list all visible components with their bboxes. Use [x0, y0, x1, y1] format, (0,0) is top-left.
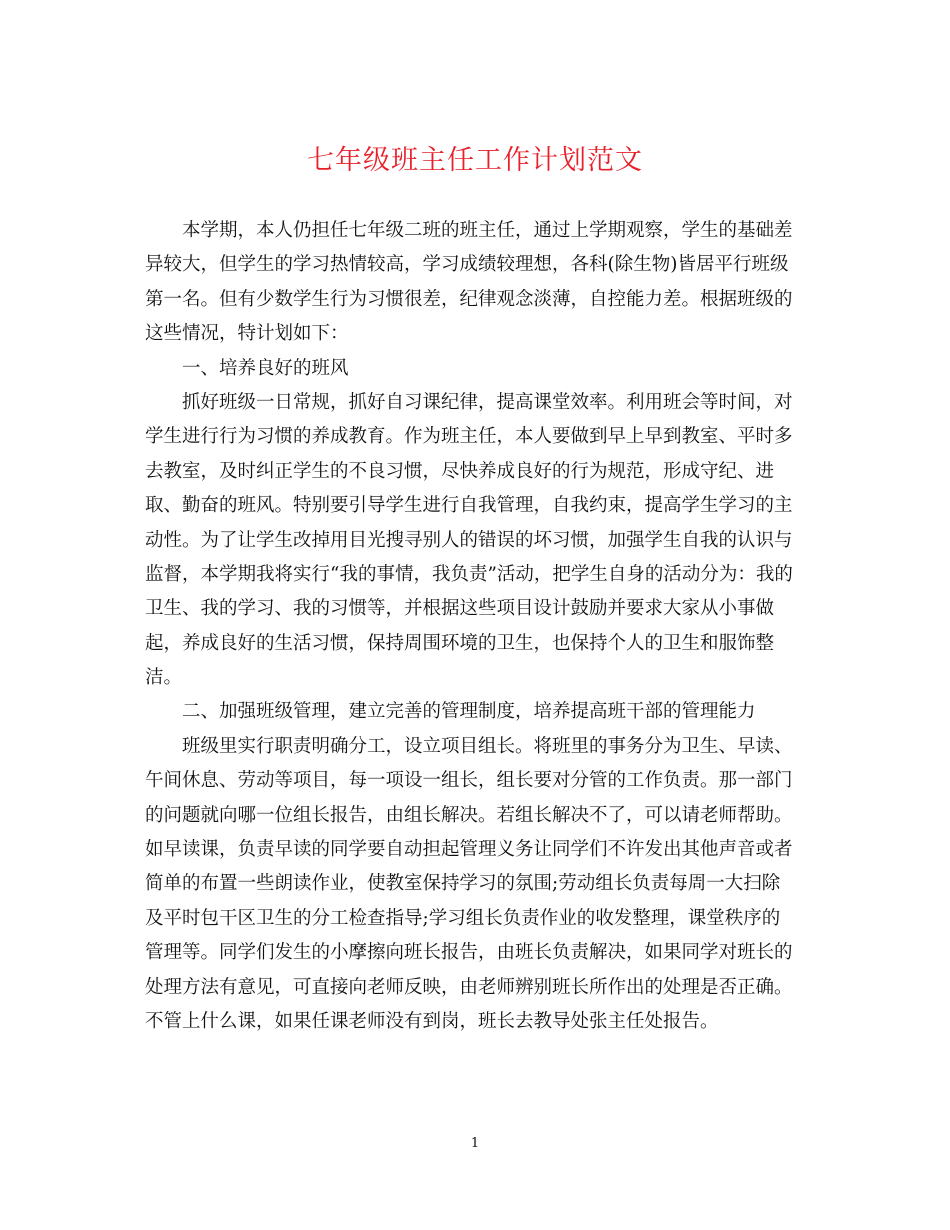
text-line: 简单的布置一些朗读作业，使教室保持学习的氛围;劳动组长负责每周一大扫除 — [145, 873, 781, 895]
text-line: 异较大，但学生的学习热情较高，学习成绩较理想，各科(除生物)皆居平行班级 — [145, 254, 789, 276]
text-line: 及平时包干区卫生的分工检查指导;学习组长负责作业的收发整理，课堂秩序的 — [145, 907, 781, 929]
text-line: 卫生、我的学习、我的习惯等，并根据这些项目设计鼓励并要求大家从小事做 — [145, 598, 775, 620]
text-line: 洁。 — [145, 667, 183, 689]
text-line: 的问题就向哪一位组长报告，由组长解决。若组长解决不了，可以请老师帮助。 — [145, 804, 793, 826]
text-line: 二、加强班级管理，建立完善的管理制度，培养提高班干部的管理能力 — [182, 701, 756, 723]
text-line: 午间休息、劳动等项目，每一项设一组长，组长要对分管的工作负责。那一部门 — [145, 770, 793, 792]
text-line: 不管上什么课，如果任课老师没有到岗，班长去教导处张主任处报告。 — [145, 1010, 719, 1032]
text-line: 起，养成良好的生活习惯，保持周围环境的卫生，也保持个人的卫生和服饰整 — [145, 632, 775, 654]
text-line: 处理方法有意见，可直接向老师反映，由老师辨别班长所作出的处理是否正确。 — [145, 976, 793, 998]
text-line: 去教室，及时纠正学生的不良习惯，尽快养成良好的行为规范，形成守纪、进 — [145, 460, 775, 482]
text-line: 管理等。同学们发生的小摩擦向班长报告，由班长负责解决，如果同学对班长的 — [145, 942, 793, 964]
document-body — [145, 214, 805, 1039]
text-line: 一、培养良好的班风 — [182, 357, 349, 379]
text-line: 如早读课，负责早读的同学要自动担起管理义务让同学们不许发出其他声音或者 — [145, 839, 793, 861]
text-line: 抓好班级一日常规，抓好自习课纪律，提高课堂效率。利用班会等时间，对 — [182, 391, 793, 413]
page-number: 1 — [470, 1136, 480, 1151]
document-title: 七年级班主任工作计划范文 — [307, 145, 643, 176]
text-line: 监督，本学期我将实行“我的事情，我负责”活动，把学生自身的活动分为：我的 — [145, 563, 793, 585]
text-line: 第一名。但有少数学生行为习惯很差，纪律观念淡薄，自控能力差。根据班级的 — [145, 288, 793, 310]
text-line: 本学期，本人仍担任七年级二班的班主任，通过上学期观察，学生的基础差 — [182, 220, 793, 241]
text-line: 取、勤奋的班风。特别要引导学生进行自我管理，自我约束，提高学生学习的主 — [145, 495, 793, 517]
text-line: 这些情况，特计划如下： — [145, 323, 349, 345]
text-line: 学生进行行为习惯的养成教育。作为班主任，本人要做到早上早到教室、平时多 — [145, 426, 793, 448]
text-line: 班级里实行职责明确分工，设立项目组长。将班里的事务分为卫生、早读、 — [182, 735, 793, 757]
text-line: 动性。为了让学生改掉用目光搜寻别人的错误的坏习惯，加强学生自我的认识与 — [145, 529, 793, 551]
